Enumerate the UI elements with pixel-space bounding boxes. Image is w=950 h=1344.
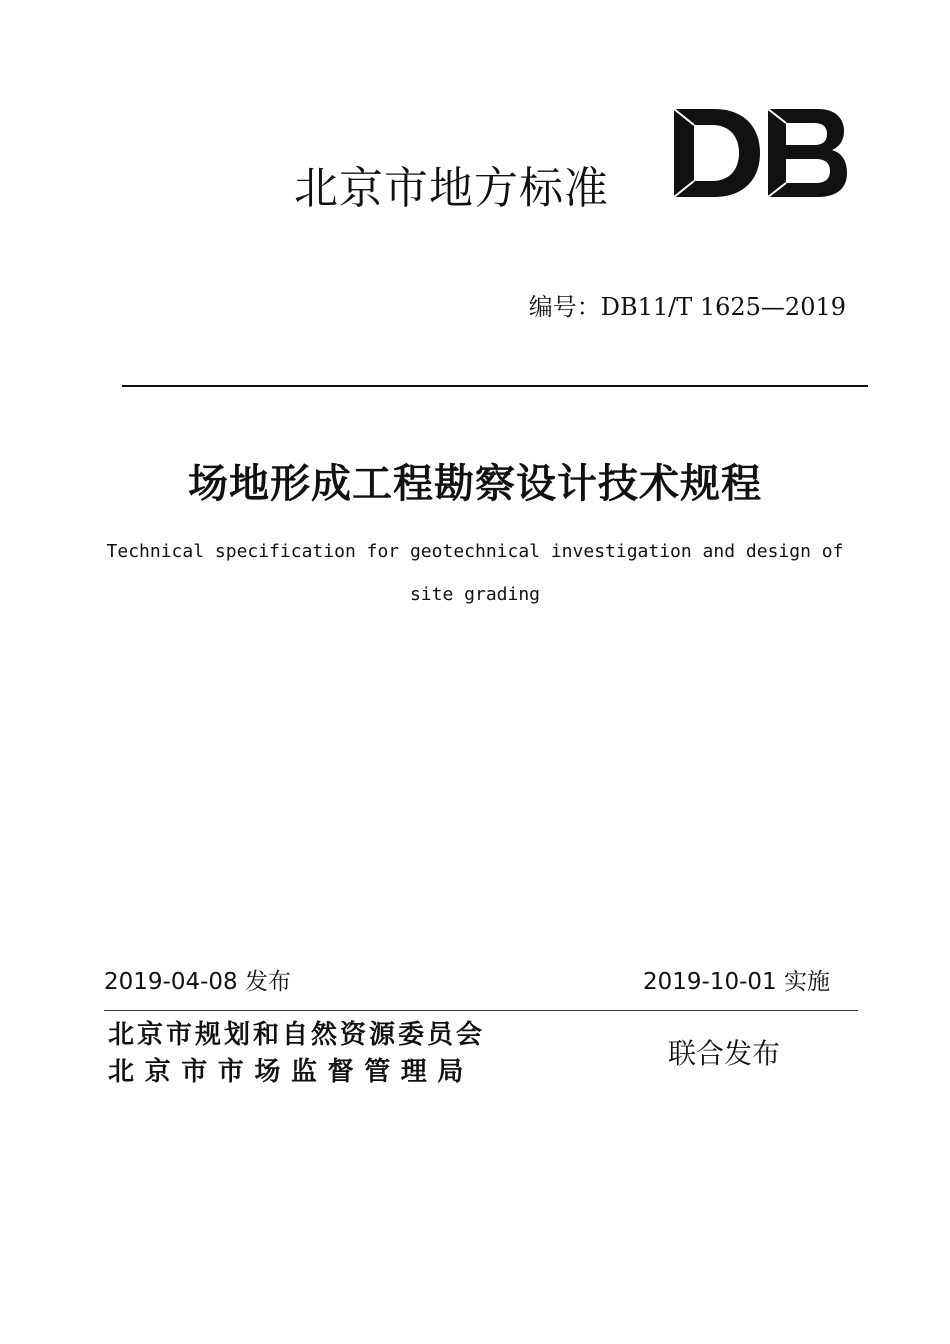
english-title-line-2: site grading [409, 584, 541, 605]
standard-type-heading: 北京市地方标准 [294, 163, 609, 214]
db-logo [672, 107, 848, 199]
joint-release-label: 联合发布 [668, 1037, 781, 1070]
implementation-date: 2019-10-01 实施 [643, 969, 830, 995]
standard-number: 编号：DB11/T 1625—2019 [528, 293, 846, 321]
english-title-line-1: Technical specification for geotechnical investigation and design of [106, 541, 844, 562]
issuer-market-bureau: 北京市市场监督管理局 [108, 1057, 475, 1087]
document-title-english [60, 530, 890, 616]
bottom-divider [104, 1010, 858, 1011]
top-divider [122, 385, 868, 387]
issuer-planning-commission: 北京市规划和自然资源委员会 [108, 1020, 486, 1050]
document-title-chinese: 场地形成工程勘察设计技术规程 [188, 461, 762, 507]
issue-date: 2019-04-08 发布 [104, 969, 291, 995]
